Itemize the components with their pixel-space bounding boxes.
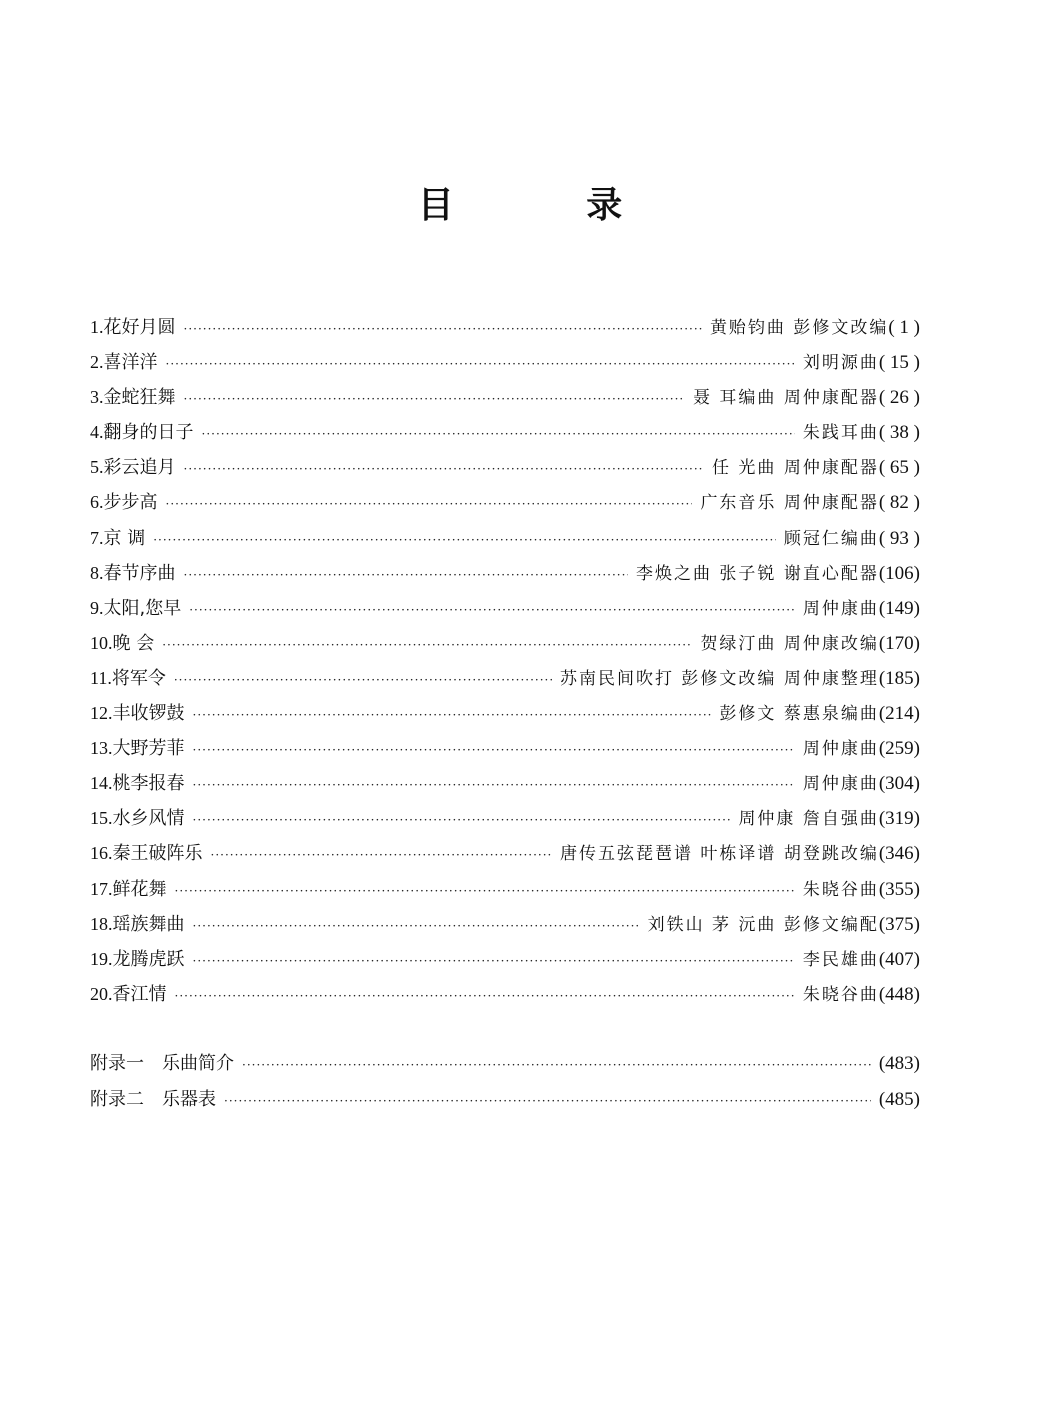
entry-number: 5. bbox=[90, 457, 104, 478]
entry-page-number: (259) bbox=[878, 738, 920, 760]
entry-title: 金蛇狂舞 bbox=[103, 387, 176, 409]
appendix-entry[interactable] bbox=[90, 1082, 920, 1118]
entry-title: 花好月圆 bbox=[103, 317, 176, 338]
dot-leader bbox=[193, 803, 731, 838]
dot-leader bbox=[193, 768, 795, 803]
dot-leader bbox=[193, 944, 795, 979]
entry-credits: 朱践耳曲 bbox=[802, 423, 879, 444]
entry-page-number: ( 93 ) bbox=[878, 527, 920, 549]
entry-credits: 任 光曲 周仲康配器 bbox=[712, 458, 879, 479]
toc-entry[interactable] bbox=[90, 836, 920, 871]
entry-number: 10. bbox=[90, 632, 113, 653]
entry-page-number: ( 82 ) bbox=[878, 492, 920, 514]
entry-number: 3. bbox=[90, 387, 104, 408]
entry-number: 18. bbox=[90, 913, 113, 934]
dot-leader bbox=[174, 663, 552, 698]
entry-credits: 彭修文 蔡惠泉编曲 bbox=[719, 704, 879, 725]
entry-page-number: (149) bbox=[878, 597, 920, 619]
entry-title: 京 调 bbox=[103, 527, 146, 549]
dot-leader bbox=[193, 909, 640, 944]
entry-page-number: (375) bbox=[878, 913, 920, 935]
appendix-label: 附录一 bbox=[90, 1053, 144, 1074]
entry-number: 13. bbox=[90, 738, 113, 759]
entry-credits: 唐传五弦琵琶谱 叶栋译谱 胡登跳改编 bbox=[560, 844, 879, 865]
entry-title: 太阳,您早 bbox=[103, 597, 182, 619]
toc-entry[interactable] bbox=[90, 766, 920, 801]
dot-leader bbox=[175, 979, 795, 1014]
entry-title: 春节序曲 bbox=[103, 562, 176, 584]
appendix-list bbox=[90, 1046, 920, 1117]
toc-entry[interactable] bbox=[90, 696, 920, 731]
entry-page-number: ( 15 ) bbox=[878, 352, 920, 374]
entry-number: 8. bbox=[90, 562, 104, 583]
entry-title: 步步高 bbox=[103, 492, 158, 514]
dot-leader bbox=[193, 698, 712, 733]
entry-credits: 周仲康曲 bbox=[802, 774, 879, 795]
entry-page-number: ( 65 ) bbox=[878, 457, 920, 479]
entry-credits: 刘铁山 茅 沅曲 彭修文编配 bbox=[647, 914, 879, 935]
appendix-entry[interactable] bbox=[90, 1046, 920, 1082]
entry-page-number: (170) bbox=[878, 632, 920, 654]
entry-title: 水乡风情 bbox=[112, 808, 185, 830]
entry-title: 鲜花舞 bbox=[112, 878, 167, 900]
dot-leader bbox=[189, 593, 795, 628]
entry-credits: 朱晓谷曲 bbox=[802, 984, 879, 1005]
entry-number: 7. bbox=[90, 527, 104, 548]
entry-number: 19. bbox=[90, 948, 113, 969]
toc-entry[interactable] bbox=[90, 521, 920, 556]
entry-title: 大野芳菲 bbox=[112, 738, 185, 760]
appendix-page-number: (483) bbox=[878, 1053, 920, 1074]
entry-number: 4. bbox=[90, 422, 104, 443]
entry-page-number: ( 1 ) bbox=[888, 317, 920, 338]
dot-leader bbox=[184, 312, 702, 347]
entry-credits: 广东音乐 周仲康配器 bbox=[700, 493, 879, 514]
entry-title: 晚 会 bbox=[112, 632, 155, 654]
dot-leader bbox=[184, 452, 705, 487]
entry-credits: 刘明源曲 bbox=[802, 353, 879, 374]
entry-page-number: (304) bbox=[878, 773, 920, 795]
entry-title: 翻身的日子 bbox=[103, 422, 194, 444]
entry-credits: 顾冠仁编曲 bbox=[783, 528, 879, 549]
toc-entry[interactable] bbox=[90, 907, 920, 942]
entry-number: 17. bbox=[90, 878, 113, 899]
entry-credits: 贺绿汀曲 周仲康改编 bbox=[700, 633, 879, 654]
appendix-page-number: (485) bbox=[878, 1088, 920, 1110]
toc-entry[interactable] bbox=[90, 942, 920, 977]
entry-title: 将军令 bbox=[111, 667, 166, 689]
entry-title: 彩云追月 bbox=[103, 457, 176, 479]
entry-credits: 黄贻钧曲 彭修文改编 bbox=[709, 318, 889, 338]
entry-number: 6. bbox=[90, 492, 104, 513]
dot-leader bbox=[242, 1048, 871, 1083]
toc-entry[interactable] bbox=[90, 556, 920, 591]
entry-title: 喜洋洋 bbox=[103, 352, 158, 374]
entry-credits: 聂 耳编曲 周仲康配器 bbox=[693, 388, 879, 409]
appendix-title: 乐曲简介 bbox=[162, 1053, 234, 1074]
entry-number: 20. bbox=[90, 983, 113, 1004]
toc-entry[interactable] bbox=[90, 310, 920, 345]
toc-entry[interactable] bbox=[90, 872, 920, 907]
entry-credits: 周仲康 詹自强曲 bbox=[738, 809, 879, 830]
entry-number: 9. bbox=[90, 597, 104, 618]
dot-leader bbox=[162, 628, 692, 663]
toc-entry[interactable] bbox=[90, 801, 920, 836]
entry-number: 14. bbox=[90, 773, 113, 794]
entry-number: 2. bbox=[90, 352, 104, 373]
entry-title: 丰收锣鼓 bbox=[112, 703, 185, 725]
dot-leader bbox=[211, 838, 553, 873]
entry-title: 龙腾虎跃 bbox=[112, 948, 185, 970]
dot-leader bbox=[224, 1084, 871, 1119]
dot-leader bbox=[166, 487, 693, 522]
toc-entry[interactable] bbox=[90, 661, 920, 696]
entry-credits: 周仲康曲 bbox=[802, 598, 879, 619]
toc-entry[interactable] bbox=[90, 626, 920, 661]
entry-page-number: (214) bbox=[878, 703, 920, 725]
dot-leader bbox=[202, 417, 795, 452]
entry-title: 桃李报春 bbox=[112, 773, 185, 795]
entry-credits: 李民雄曲 bbox=[802, 949, 879, 970]
entry-page-number: (106) bbox=[878, 562, 920, 584]
entry-credits: 朱晓谷曲 bbox=[802, 879, 879, 900]
entry-number: 11. bbox=[90, 667, 112, 688]
toc-entry[interactable] bbox=[90, 591, 920, 626]
toc-entry[interactable] bbox=[90, 415, 920, 450]
entry-page-number: (448) bbox=[878, 983, 920, 1005]
entry-credits: 李焕之曲 张子锐 谢直心配器 bbox=[636, 563, 879, 584]
dot-leader bbox=[175, 874, 795, 909]
entry-title: 香江情 bbox=[112, 983, 167, 1005]
entry-page-number: (355) bbox=[878, 878, 920, 900]
entry-title: 瑶族舞曲 bbox=[112, 913, 185, 935]
entry-page-number: ( 38 ) bbox=[878, 422, 920, 444]
dot-leader bbox=[184, 558, 629, 593]
dot-leader bbox=[166, 347, 795, 382]
toc-entry[interactable] bbox=[90, 345, 920, 380]
page-title: 目 录 bbox=[417, 185, 683, 226]
dot-leader bbox=[184, 382, 686, 417]
entry-page-number: (407) bbox=[878, 948, 920, 970]
dot-leader bbox=[193, 733, 795, 768]
entry-page-number: (319) bbox=[878, 808, 920, 830]
entry-number: 1. bbox=[90, 317, 104, 337]
table-of-contents bbox=[90, 310, 920, 1012]
toc-entry[interactable] bbox=[90, 450, 920, 485]
entry-title: 秦王破阵乐 bbox=[112, 843, 203, 865]
dot-leader bbox=[153, 523, 776, 558]
entry-number: 12. bbox=[90, 703, 113, 724]
entry-page-number: ( 26 ) bbox=[878, 387, 920, 409]
entry-credits: 苏南民间吹打 彭修文改编 周仲康整理 bbox=[560, 668, 879, 689]
appendix-title: 乐器表 bbox=[162, 1088, 216, 1110]
entry-number: 16. bbox=[90, 843, 113, 864]
toc-entry[interactable] bbox=[90, 380, 920, 415]
appendix-label: 附录二 bbox=[90, 1088, 144, 1110]
toc-entry[interactable] bbox=[90, 485, 920, 520]
entry-number: 15. bbox=[90, 808, 113, 829]
toc-entry[interactable] bbox=[90, 977, 920, 1012]
toc-entry[interactable] bbox=[90, 731, 920, 766]
entry-page-number: (185) bbox=[878, 667, 920, 689]
entry-page-number: (346) bbox=[878, 843, 920, 865]
entry-credits: 周仲康曲 bbox=[802, 739, 879, 760]
